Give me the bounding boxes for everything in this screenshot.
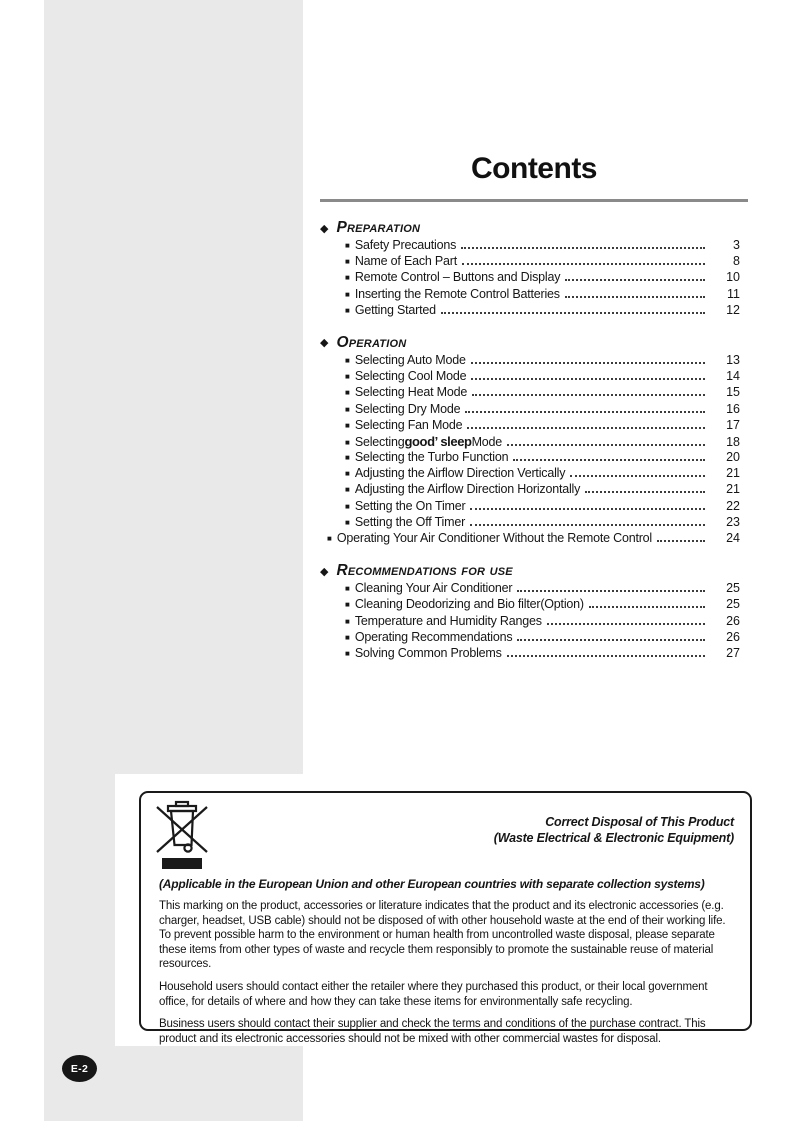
title-divider [320, 199, 748, 202]
toc-item-page: 25 [726, 597, 740, 612]
diamond-icon: ◆ [320, 337, 329, 350]
toc-item [320, 646, 748, 662]
toc-item-page: 13 [726, 352, 740, 367]
square-bullet-icon: ■ [345, 420, 350, 430]
square-bullet-icon: ■ [345, 257, 350, 267]
disposal-paragraph: Household users should contact either the retailer where they purchased this product, or their local government office, for details of where and how they can take these items for environmentally safe recycling. [159, 980, 708, 1008]
square-bullet-icon: ■ [345, 632, 350, 642]
toc-section-recommendations [320, 561, 748, 662]
toc-item [320, 531, 748, 547]
toc-item [320, 515, 748, 531]
toc-item-label: Adjusting the Airflow Direction Vertically [354, 466, 566, 481]
dotted-leader [547, 623, 705, 625]
toc-item-label: Solving Common Problems [354, 645, 502, 660]
toc-item-page: 10 [726, 270, 740, 285]
toc-item-page: 26 [726, 629, 740, 644]
toc-item-label: Selecting Fan Mode [354, 417, 463, 432]
toc-item-label: Remote Control – Buttons and Display [354, 270, 561, 285]
square-bullet-icon: ■ [345, 388, 350, 398]
toc-item [320, 385, 748, 401]
toc-item-label: Getting Started [354, 302, 436, 317]
page-title: Contents [471, 152, 597, 185]
toc-item [320, 630, 748, 646]
toc-section-preparation [320, 218, 748, 319]
toc-item [320, 499, 748, 515]
toc-item-page: 16 [726, 401, 740, 416]
weee-crossed-bin-icon [155, 799, 209, 876]
dotted-leader [570, 475, 705, 477]
square-bullet-icon: ■ [345, 305, 350, 315]
dotted-leader [507, 444, 705, 446]
dotted-leader [513, 459, 705, 461]
toc-item [320, 402, 748, 418]
toc-item-page: 20 [726, 450, 740, 465]
square-bullet-icon: ■ [345, 501, 350, 511]
toc-item-page: 14 [726, 369, 740, 384]
toc-item-label: Setting the On Timer [354, 498, 466, 513]
dotted-leader [462, 263, 705, 265]
square-bullet-icon: ■ [345, 616, 350, 626]
toc-item-page: 26 [726, 613, 740, 628]
toc-item-label: Adjusting the Airflow Direction Horizontally [354, 482, 581, 497]
toc-item-page: 15 [726, 385, 740, 400]
dotted-leader [441, 312, 705, 314]
dotted-leader [657, 540, 705, 542]
toc-item-page: 11 [727, 286, 740, 301]
square-bullet-icon: ■ [345, 600, 350, 610]
toc-item-label: Inserting the Remote Control Batteries [354, 286, 560, 301]
toc-item-label: Safety Precautions [354, 238, 457, 252]
section-header [320, 333, 748, 353]
section-title: Preparation [336, 219, 421, 236]
diamond-icon: ◆ [320, 222, 329, 235]
disposal-paragraph: This marking on the product, accessories or literature indicates that the product and its electronic accessories (e.g. charger, headset, USB cable) should not be disposed of with other household waste at the end of their working life. To prevent possible harm to the environment or human health from uncontrolled waste disposal, please separate these items from other types of waste and recycle them responsibly to promote the sustainable reuse of material resources. [159, 900, 726, 971]
toc-item-label: Selecting [354, 434, 405, 449]
square-bullet-icon: ■ [327, 534, 332, 543]
square-bullet-icon: ■ [345, 584, 350, 594]
square-bullet-icon: ■ [345, 453, 350, 463]
toc-item [320, 466, 748, 482]
dotted-leader [471, 362, 705, 364]
square-bullet-icon: ■ [345, 273, 350, 283]
toc-item-page: 17 [726, 417, 740, 432]
dotted-leader [467, 427, 705, 429]
dotted-leader [470, 508, 705, 510]
toc-item-page: 8 [733, 254, 740, 269]
dotted-leader [472, 394, 705, 396]
toc-item-label: Mode [471, 434, 503, 449]
disposal-notice-box [139, 791, 752, 1045]
toc-item [320, 614, 748, 630]
square-bullet-icon: ■ [345, 289, 350, 299]
toc-item-page: 18 [726, 434, 740, 449]
square-bullet-icon: ■ [345, 485, 350, 495]
toc-item-page: 27 [726, 645, 740, 660]
toc-item-page: 21 [726, 466, 740, 481]
toc-item-page: 25 [726, 581, 740, 596]
square-bullet-icon: ■ [345, 469, 350, 479]
square-bullet-icon: ■ [345, 355, 350, 365]
toc-item-label: Name of Each Part [354, 254, 458, 269]
section-title: Recommendations for use [336, 562, 513, 580]
toc-item [320, 418, 748, 434]
section-title: Operation [336, 333, 407, 351]
toc-section-operation [320, 333, 748, 547]
square-bullet-icon: ■ [345, 437, 350, 447]
toc-item-label: Selecting Dry Mode [354, 401, 461, 416]
toc-item-page: 23 [726, 514, 740, 529]
table-of-contents [320, 152, 748, 662]
dotted-leader [461, 247, 705, 249]
toc-item [320, 287, 748, 303]
disposal-title-line1: Correct Disposal of This Product [545, 815, 734, 829]
disposal-applicability: (Applicable in the European Union and other European countries with separate collection systems) [159, 877, 705, 891]
page-number-badge: E-2 [62, 1055, 97, 1082]
toc-item [320, 238, 748, 254]
toc-item-page: 3 [733, 238, 740, 252]
dotted-leader [565, 279, 705, 281]
dotted-leader [585, 491, 705, 493]
toc-item [320, 270, 748, 286]
toc-item-page: 12 [726, 302, 740, 317]
dotted-leader [470, 524, 705, 526]
square-bullet-icon: ■ [345, 241, 350, 250]
toc-item [320, 369, 748, 385]
toc-item [320, 482, 748, 498]
toc-item-good-sleep [320, 434, 748, 450]
dotted-leader [565, 296, 705, 298]
disposal-title-line2: (Waste Electrical & Electronic Equipment) [493, 831, 734, 845]
toc-item-label: Cleaning Deodorizing and Bio filter(Option) [354, 597, 584, 612]
toc-item-label: Selecting Heat Mode [354, 385, 468, 400]
toc-item-label: Temperature and Humidity Ranges [354, 613, 542, 628]
disposal-paragraph: Business users should contact their supplier and check the terms and conditions of the purchase contract. This product and its electronic accessories should not be mixed with other commercial wastes for disposal. [159, 1018, 706, 1045]
toc-item-label: Setting the Off Timer [354, 514, 466, 529]
disposal-title [159, 814, 734, 846]
dotted-leader [465, 411, 705, 413]
toc-item [320, 450, 748, 466]
dotted-leader [471, 378, 705, 380]
dotted-leader [517, 590, 705, 592]
dotted-leader [507, 655, 705, 657]
toc-item [320, 254, 748, 270]
square-bullet-icon: ■ [345, 648, 350, 658]
toc-item-label: Selecting Auto Mode [354, 352, 466, 367]
section-header [320, 561, 748, 581]
square-bullet-icon: ■ [345, 517, 350, 527]
square-bullet-icon: ■ [345, 404, 350, 414]
diamond-icon: ◆ [320, 565, 329, 578]
dotted-leader [589, 606, 705, 608]
toc-item [320, 353, 748, 369]
dotted-leader [517, 639, 705, 641]
toc-item [320, 303, 748, 319]
square-bullet-icon: ■ [345, 372, 350, 382]
toc-item-label: Selecting Cool Mode [354, 369, 467, 384]
toc-item-page: 21 [726, 482, 740, 497]
toc-item-label: Operating Recommendations [354, 629, 513, 644]
section-header [320, 218, 748, 238]
toc-item-page: 22 [726, 498, 740, 513]
toc-item-label: Selecting the Turbo Function [354, 450, 509, 465]
toc-item-label: Operating Your Air Conditioner Without the Remote Control [336, 531, 653, 545]
toc-item-label: Cleaning Your Air Conditioner [354, 581, 513, 596]
toc-item [320, 597, 748, 613]
toc-item [320, 581, 748, 597]
toc-item-page: 24 [726, 531, 740, 545]
good-sleep-logo: good’ sleep [404, 433, 472, 449]
